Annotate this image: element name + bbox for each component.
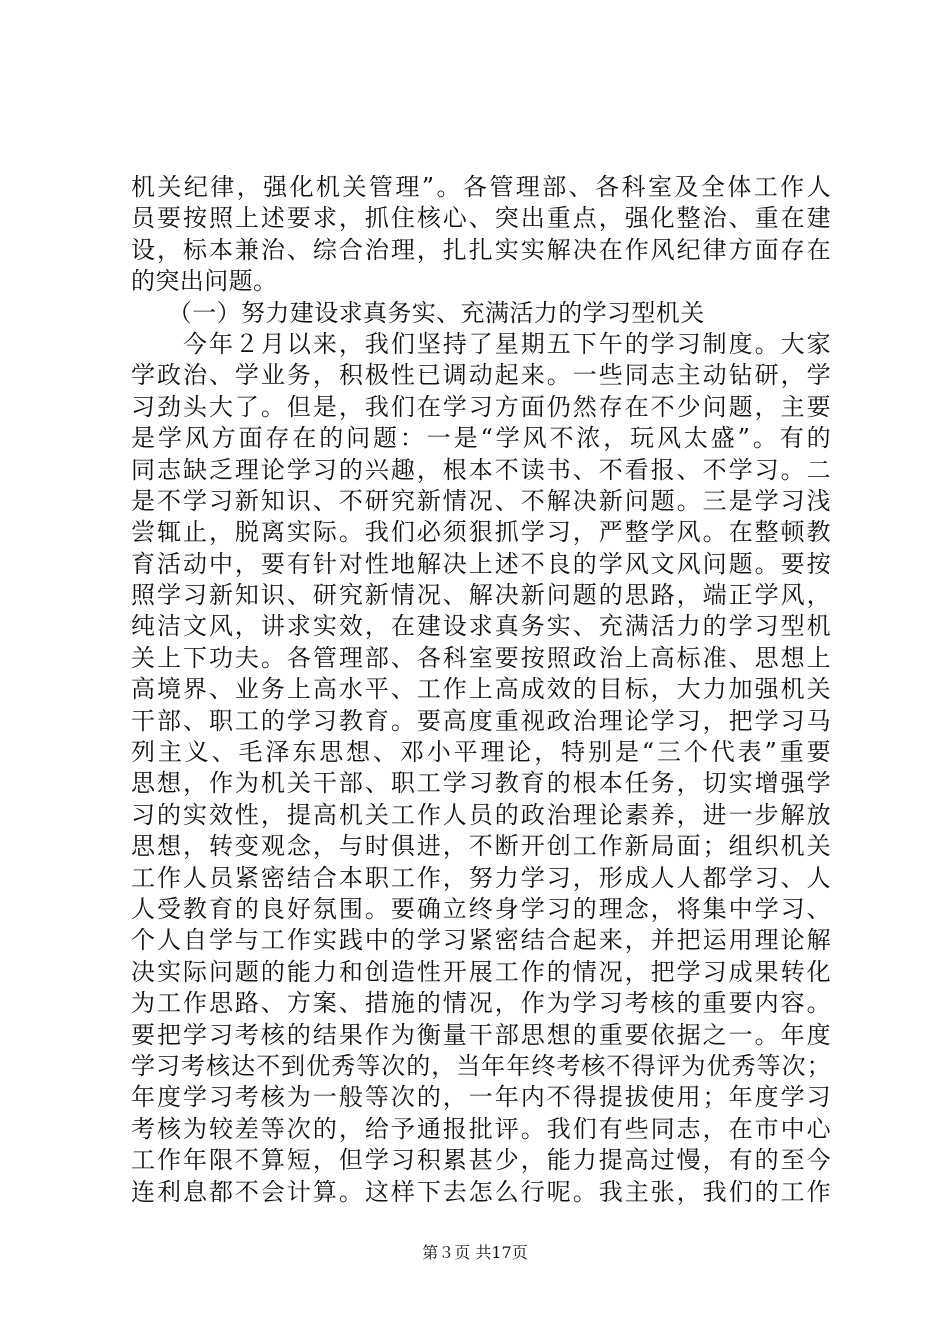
text-line: 干部、职工的学习教育。要高度重视政治理论学习，把学习马 <box>131 706 831 735</box>
document-body <box>131 172 831 1208</box>
text-line: 机关纪律，强化机关管理”。各管理部、各科室及全体工作人 <box>131 173 831 201</box>
text-line: 考核为较差等次的，给予通报批评。我们有些同志，在市中心 <box>131 1114 831 1143</box>
text-line: 照学习新知识、研究新情况、解决新问题的思路，端正学风， <box>131 581 831 610</box>
page-footer: 第３页 共17页 <box>422 1243 528 1262</box>
text-line: 学习考核达不到优秀等次的，当年年终考核不得评为优秀等次； <box>131 1051 831 1080</box>
text-line: 个人自学与工作实践中的学习紧密结合起来，并把运用理论解 <box>131 926 831 955</box>
text-line: 是学风方面存在的问题：一是“学风不浓，玩风太盛”。有的 <box>131 424 831 453</box>
text-line: 人受教育的良好氛围。要确立终身学习的理念，将集中学习、 <box>131 894 831 923</box>
text-line: 员要按照上述要求，抓住核心、突出重点，强化整治、重在建 <box>131 204 831 233</box>
text-line: 习劲头大了。但是，我们在学习方面仍然存在不少问题，主要 <box>131 392 831 421</box>
text-line: 同志缺乏理论学习的兴趣，根本不读书、不看报、不学习。二 <box>131 455 831 484</box>
text-line: 习的实效性，提高机关工作人员的政治理论素养，进一步解放 <box>131 800 831 829</box>
text-line: 工作年限不算短，但学习积累甚少，能力提高过慢，有的至今 <box>131 1146 831 1175</box>
text-line: 要把学习考核的结果作为衡量干部思想的重要依据之一。年度 <box>131 1020 831 1049</box>
text-line: 今年２月以来，我们坚持了星期五下午的学习制度。大家 <box>131 329 831 358</box>
text-line: 尝辄止，脱离实际。我们必须狠抓学习，严整学风。在整顿教 <box>131 518 831 547</box>
text-line: 列主义、毛泽东思想、邓小平理论，特别是“三个代表”重要 <box>131 738 831 767</box>
section-heading: （一）努力建设求真务实、充满活力的学习型机关 <box>131 298 705 327</box>
text-line: 关上下功夫。各管理部、各科室要按照政治上高标准、思想上 <box>131 643 831 672</box>
text-line: 纯洁文风，讲求实效，在建设求真务实、充满活力的学习型机 <box>131 612 831 641</box>
text-line: 连利息都不会计算。这样下去怎么行呢。我主张，我们的工作 <box>131 1177 831 1206</box>
text-line: 思想，转变观念，与时俱进，不断开创工作新局面；组织机关 <box>131 832 831 861</box>
text-line: 育活动中，要有针对性地解决上述不良的学风文风问题。要按 <box>131 549 831 578</box>
text-line: 为工作思路、方案、措施的情况，作为学习考核的重要内容。 <box>131 989 831 1018</box>
text-line: 工作人员紧密结合本职工作，努力学习，形成人人都学习、人 <box>131 863 831 892</box>
text-line: 设，标本兼治、综合治理，扎扎实实解决在作风纪律方面存在 <box>131 235 831 264</box>
text-line: 高境界、业务上高水平、工作上高成效的目标，大力加强机关 <box>131 675 831 704</box>
text-line: 思想，作为机关干部、职工学习教育的根本任务，切实增强学 <box>131 769 831 798</box>
text-line: 决实际问题的能力和创造性开展工作的情况，把学习成果转化 <box>131 957 831 986</box>
text-line: 的突出问题。 <box>131 267 278 296</box>
text-line: 年度学习考核为一般等次的，一年内不得提拔使用；年度学习 <box>131 1083 831 1112</box>
text-line: 是不学习新知识、不研究新情况、不解决新问题。三是学习浅 <box>131 486 831 515</box>
text-line: 学政治、学业务，积极性已调动起来。一些同志主动钻研，学 <box>131 361 831 390</box>
